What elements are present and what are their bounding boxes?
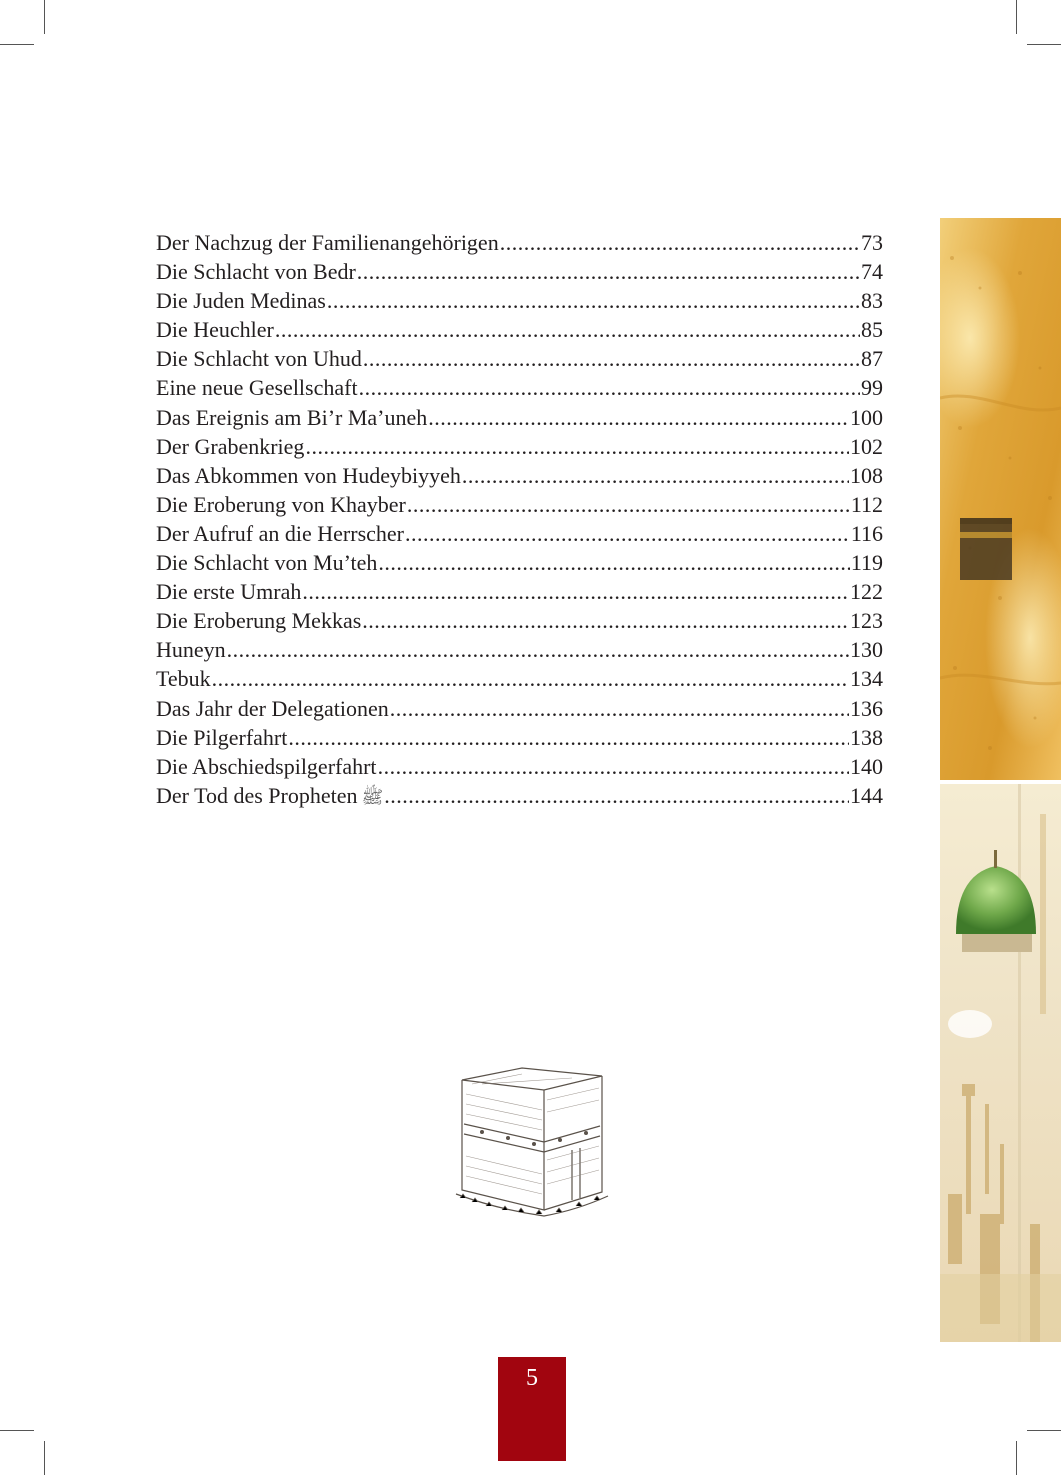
toc-entry[interactable] [156,694,883,723]
toc-leader-dots [405,519,850,548]
toc-entry-title: Der Tod des Propheten [156,782,358,808]
toc-entry[interactable] [156,752,883,781]
toc-entry-page: 119 [850,550,883,576]
toc-leader-dots [305,432,849,461]
toc-entry[interactable] [156,286,883,315]
toc-entry-page: 138 [850,724,883,750]
toc-leader-dots [428,403,849,432]
crop-mark [1016,1441,1017,1475]
toc-leader-dots [302,577,849,606]
toc-entry-title: Die Schlacht von Bedr [156,259,356,285]
toc-entry[interactable] [156,257,883,286]
toc-entry[interactable] [156,228,883,257]
toc-entry[interactable] [156,519,883,548]
toc-entry-title: Der Grabenkrieg [156,433,305,459]
crop-mark [1027,44,1061,45]
kaaba-photo [960,518,1012,580]
toc-entry-page: 116 [850,520,883,546]
toc-leader-dots [357,257,860,286]
toc-leader-dots [384,781,849,810]
toc-leader-dots [288,723,849,752]
toc-entry[interactable] [156,432,883,461]
toc-entry-page: 112 [850,491,883,517]
toc-leader-dots [378,752,849,781]
toc-entry[interactable] [156,577,883,606]
toc-entry-page: 87 [861,346,883,372]
toc-leader-dots [212,664,849,693]
toc-entry-title: Die Schlacht von Mu’teh [156,550,378,576]
toc-entry-title: Die Heuchler [156,317,274,343]
toc-entry-page: 144 [850,782,883,808]
toc-entry-page: 85 [861,317,883,343]
toc-entry-page: 130 [850,637,883,663]
toc-entry-page: 102 [850,433,883,459]
toc-entry-page: 100 [850,404,883,430]
toc-entry-title: Die erste Umrah [156,579,302,605]
crop-mark [0,44,34,45]
page-number: 5 [526,1365,538,1391]
toc-entry-title: Die Abschiedspilgerfahrt [156,753,377,779]
toc-entry-page: 108 [850,462,883,488]
toc-entry[interactable] [156,373,883,402]
crop-mark [44,1441,45,1475]
toc-leader-dots [363,344,860,373]
toc-leader-dots [378,548,849,577]
crop-mark [44,0,45,34]
toc-entry-title: Das Ereignis am Bi’r Ma’uneh [156,404,428,430]
toc-entry-page: 140 [850,753,883,779]
toc-entry[interactable] [156,606,883,635]
toc-entry-title: Die Eroberung Mekkas [156,608,362,634]
toc-entry-page: 73 [861,230,883,255]
toc-entry[interactable] [156,723,883,752]
toc-entry-page: 74 [861,259,883,285]
toc-entry-title: Die Eroberung von Khayber [156,491,406,517]
toc-entry-title: Huneyn [156,637,226,663]
toc-entry[interactable] [156,344,883,373]
sidebar-photo-strip [940,218,1061,1342]
toc-entry[interactable] [156,315,883,344]
toc-entry-title: Der Nachzug der Familienangehörigen [156,230,499,255]
crop-mark [1027,1430,1061,1431]
toc-leader-dots [500,228,860,257]
toc-entry-page: 134 [850,666,883,692]
toc-entry-title: Die Schlacht von Uhud [156,346,362,372]
toc-leader-dots [275,315,860,344]
page-number-box [498,1357,566,1461]
toc-entry-title: Die Pilgerfahrt [156,724,288,750]
toc-leader-dots [227,635,849,664]
toc-entry-page: 122 [850,579,883,605]
toc-leader-dots [362,606,849,635]
toc-entry[interactable] [156,403,883,432]
toc-leader-dots [462,461,849,490]
toc-entry-page: 136 [850,695,883,721]
toc-entry[interactable] [156,781,883,810]
sidebar-photo-green-dome [940,784,1061,1342]
crop-mark [1016,0,1017,34]
toc-entry-title: Das Jahr der Delegationen [156,695,389,721]
sidebar-photo-kaaba [940,218,1061,780]
toc-entry[interactable] [156,461,883,490]
toc-leader-dots [390,694,849,723]
toc-entry-title: Eine neue Gesellschaft [156,375,358,401]
table-of-contents [156,228,883,810]
kaaba-illustration [452,1060,612,1220]
toc-entry-page: 123 [850,608,883,634]
toc-entry-page: 99 [861,375,883,401]
salawat-glyph: ﷺ [361,786,384,807]
toc-entry-page: 83 [861,288,883,314]
crop-mark [0,1430,34,1431]
toc-entry[interactable] [156,490,883,519]
toc-leader-dots [359,373,860,402]
toc-entry-title: Tebuk [156,666,211,692]
toc-leader-dots [327,286,860,315]
toc-entry-title: Die Juden Medinas [156,288,326,314]
toc-entry[interactable] [156,635,883,664]
toc-leader-dots [407,490,850,519]
toc-entry-title: Der Aufruf an die Herrscher [156,520,404,546]
toc-entry[interactable] [156,548,883,577]
toc-entry-title: Das Abkommen von Hudeybiyyeh [156,462,461,488]
toc-entry[interactable] [156,664,883,693]
